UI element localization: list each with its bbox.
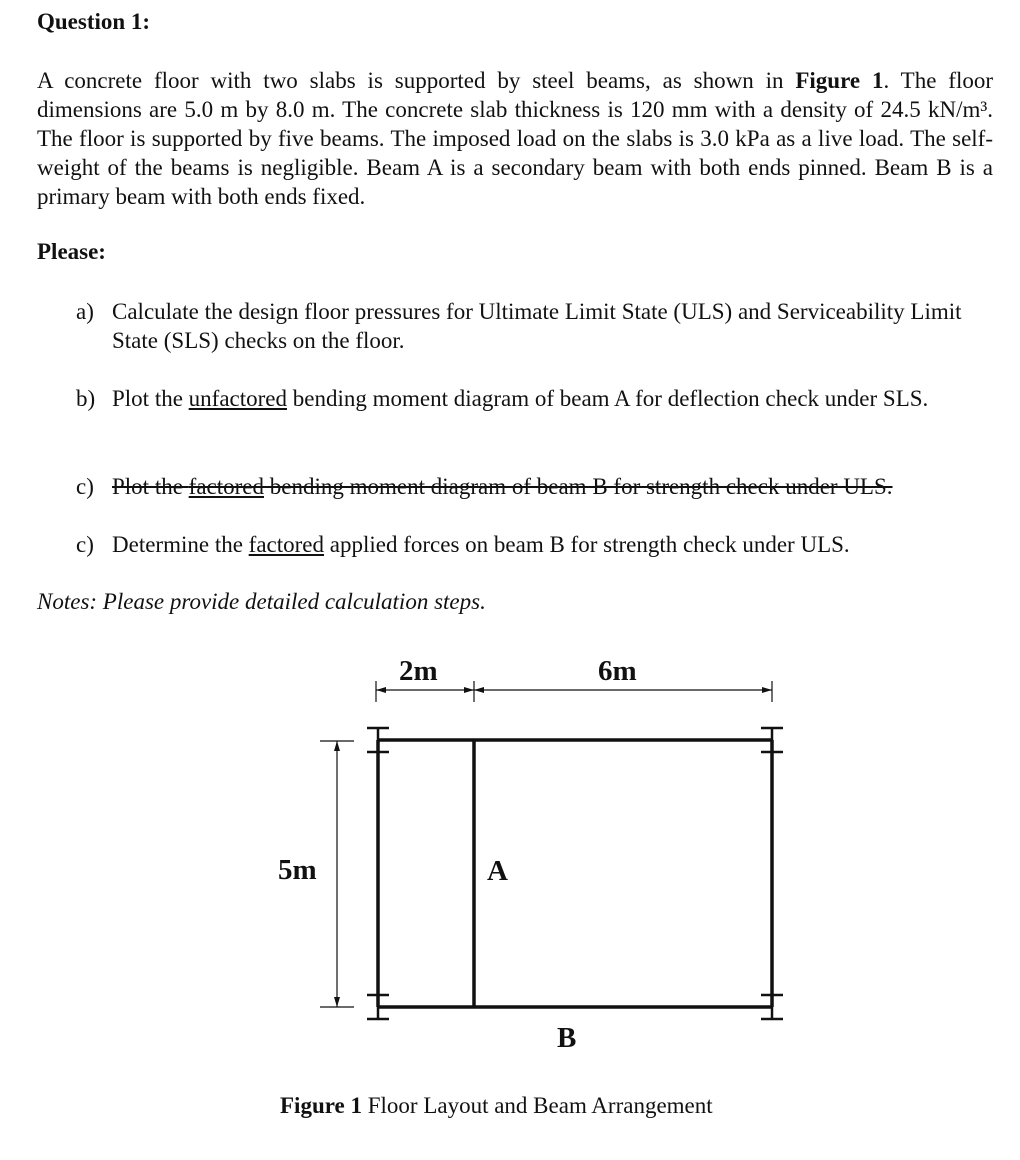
caption-text: Floor Layout and Beam Arrangement: [361, 1093, 713, 1118]
task-label: c): [76, 474, 94, 499]
underlined-word: unfactored: [188, 386, 288, 411]
dim-label-5m: 5m: [278, 854, 317, 886]
task-label: c): [76, 532, 94, 557]
arrow-top: [334, 741, 340, 751]
beam-b-label: B: [557, 1022, 577, 1054]
arrow-mid-right: [474, 687, 484, 693]
intro-part1: A concrete floor with two slabs is supported by steel beams, as shown in: [37, 68, 796, 93]
arrow-bottom: [334, 997, 340, 1007]
caption-figure-number: Figure 1: [280, 1093, 362, 1118]
beam-a-label: A: [487, 855, 508, 887]
question-title: Question 1:: [37, 9, 151, 34]
task-text: Calculate the design floor pressures for Ultimate Limit State (ULS) and Serviceability Limit State (SLS) checks on the floor.: [112, 299, 962, 353]
task-text: Plot the factored bending moment diagram of beam B for strength check under ULS.: [112, 474, 893, 499]
figure-reference: Figure 1: [795, 68, 884, 93]
task-label: a): [76, 299, 94, 324]
arrow-right-end: [762, 687, 772, 693]
intro-part2: . The floor dimensions are 5.0 m by 8.0 m. The concrete slab thickness is 120 mm with a density of 24.5 kN/m³. The floor is supported by five beams. The imposed load on the slabs is 3.0 kPa as a live load. The self-weight of the beams is negligible. Beam A is a secondary beam with both ends pinned. Beam B is a primary beam with both ends fixed.: [37, 68, 993, 209]
task-text: Determine the factored applied forces on beam B for strength check under ULS.: [112, 532, 850, 557]
underlined-word: factored: [248, 532, 325, 557]
dim-label-2m: 2m: [399, 655, 438, 687]
figure-caption: [280, 1093, 713, 1119]
arrow-left-start: [376, 687, 386, 693]
arrow-mid-left: [464, 687, 474, 693]
notes: Notes: Please provide detailed calculation steps.: [37, 589, 486, 614]
underlined-word: factored: [188, 474, 265, 499]
dim-label-6m: 6m: [598, 655, 637, 687]
task-label: b): [76, 386, 96, 411]
please-heading: Please:: [37, 239, 106, 264]
task-text: Plot the unfactored bending moment diagram of beam A for deflection check under SLS.: [112, 386, 929, 411]
